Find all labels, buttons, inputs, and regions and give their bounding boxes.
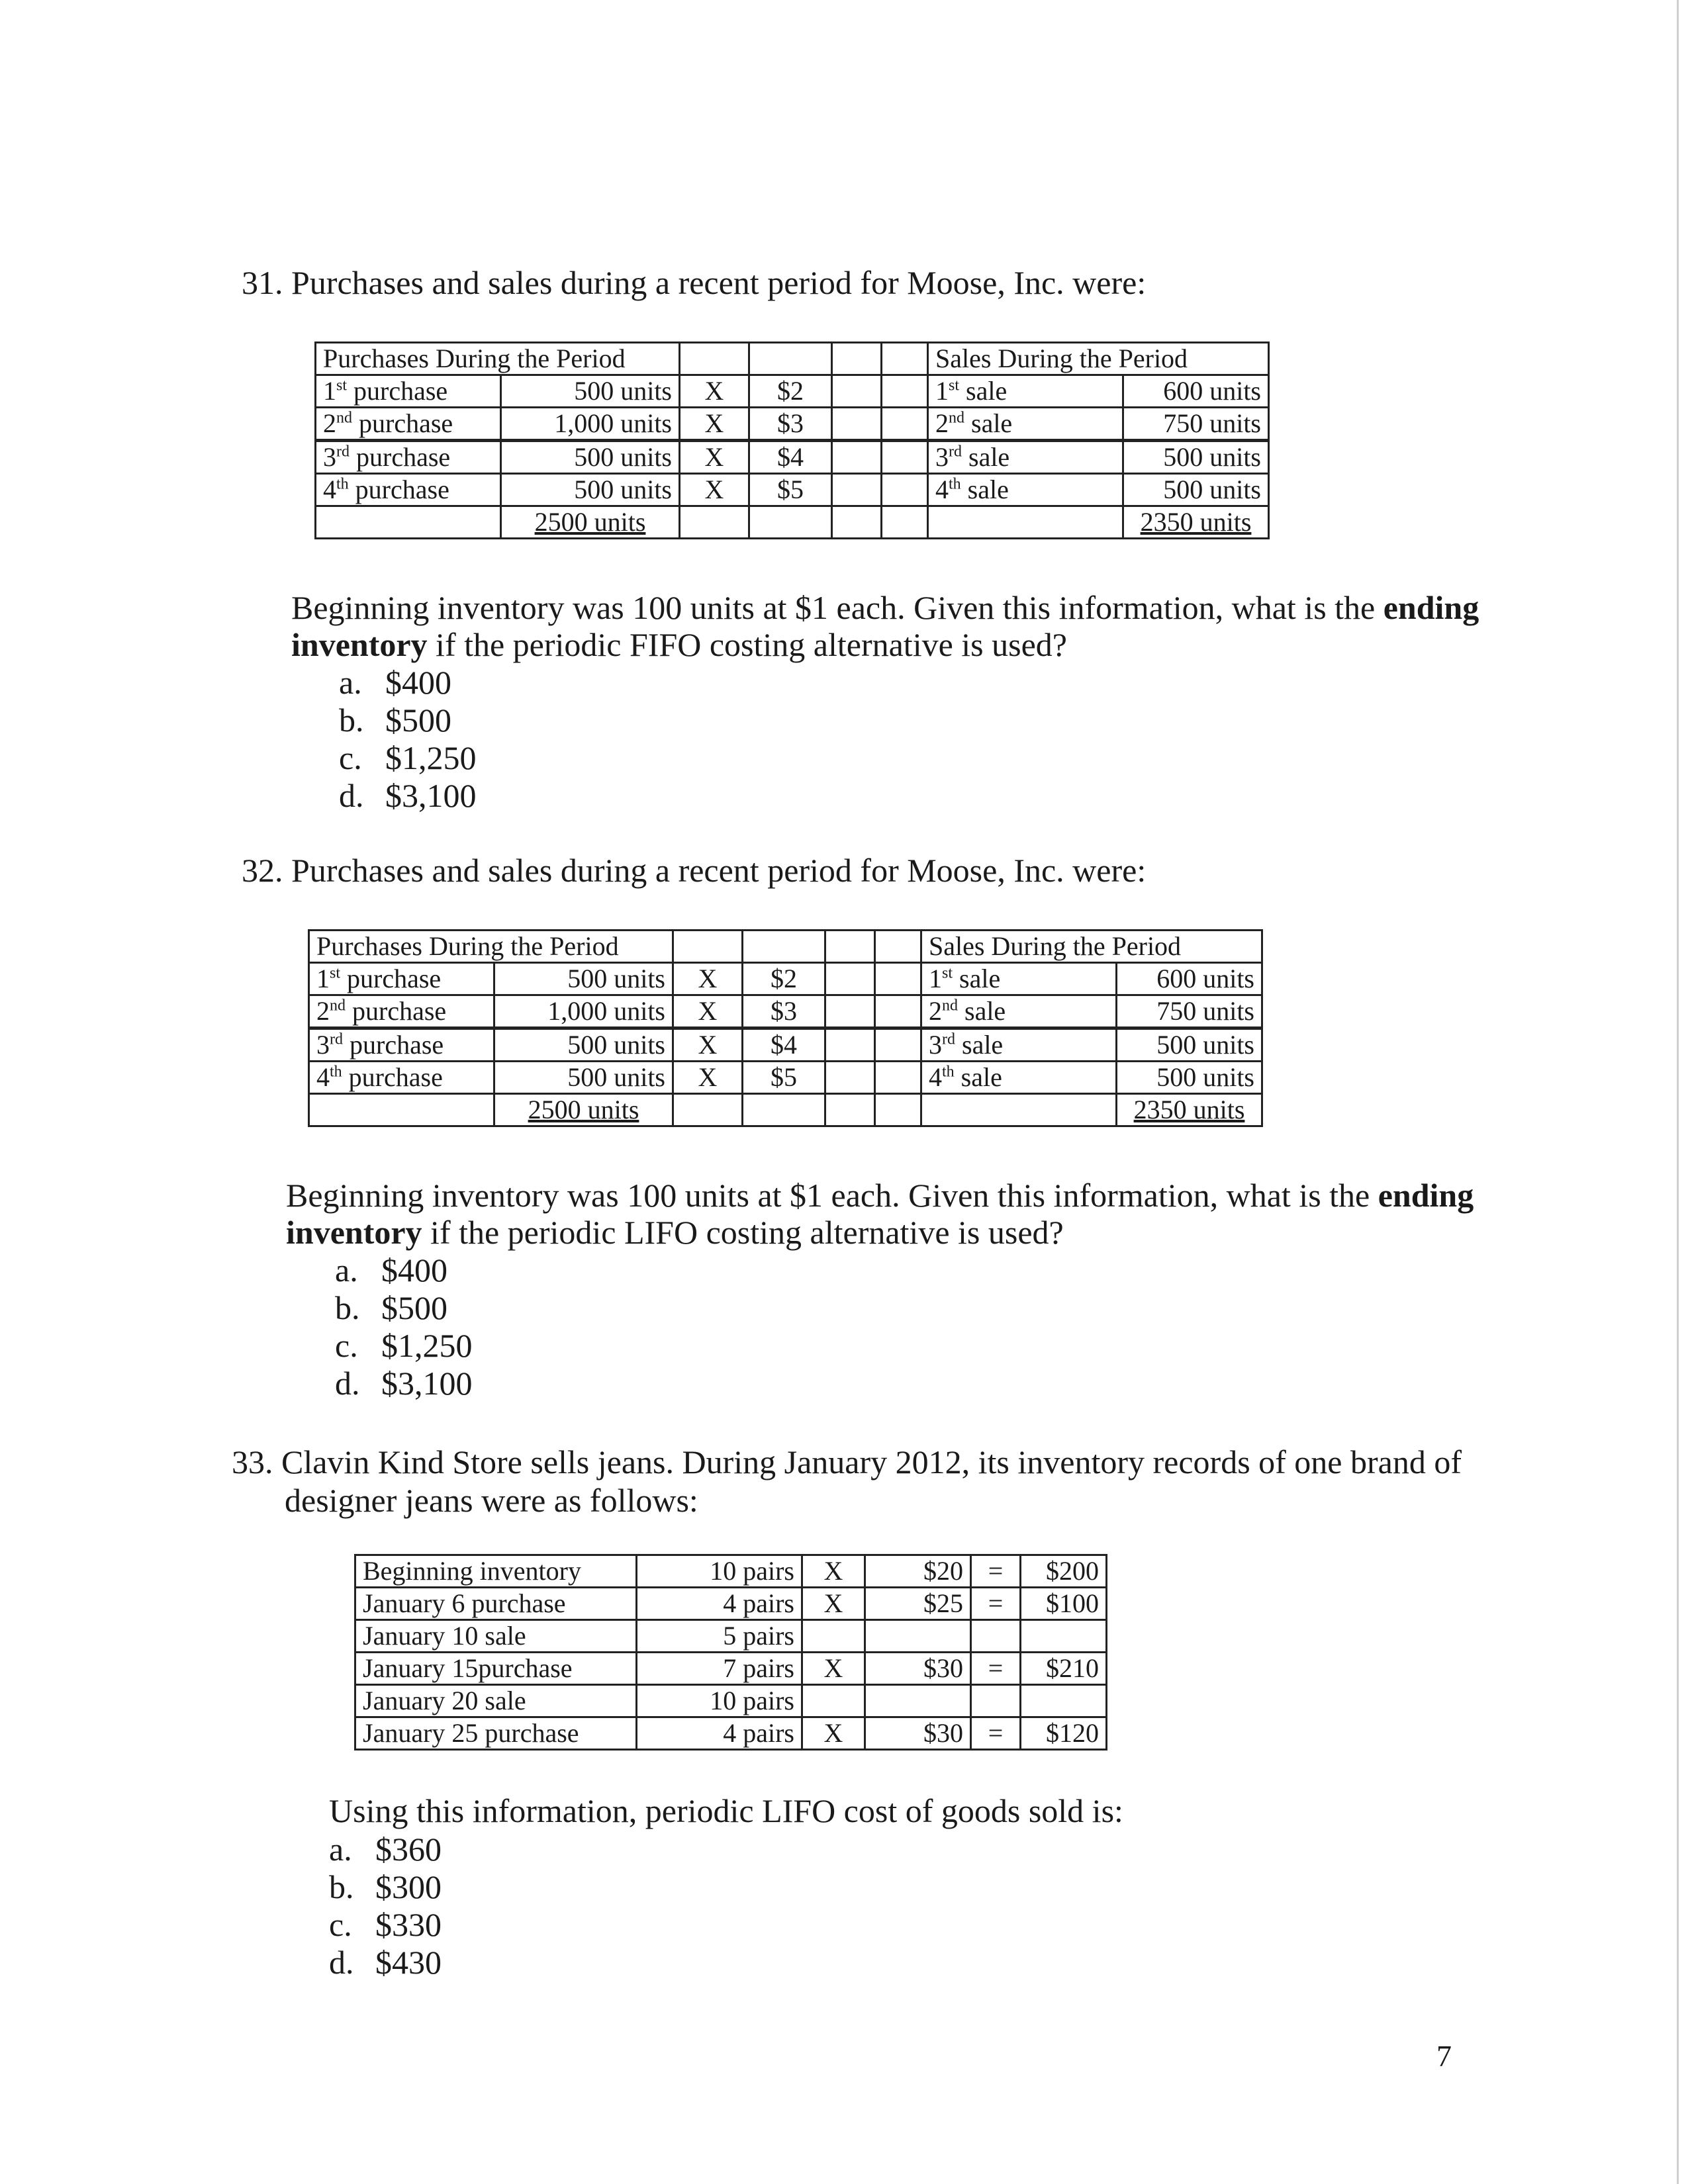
sale-label: 4th sale (928, 474, 1123, 506)
equals-sign: = (971, 1717, 1021, 1750)
answer-option-c[interactable]: c. $1,250 (339, 739, 477, 776)
record-label: January 25 purchase (355, 1717, 637, 1750)
q31-heading-text: Purchases and sales during a recent period for Moose, Inc. were: (291, 264, 1147, 301)
q33-heading-line2: designer jeans were as follows: (285, 1482, 698, 1519)
purchase-units: 1,000 units (494, 995, 673, 1028)
q32-question: Beginning inventory was 100 units at $1 each. Given this information, what is the ending inventory if the periodic LIFO costing alternative is used? (286, 1177, 1474, 1251)
unit-cost: $20 (865, 1555, 971, 1588)
purchase-label: 3rd purchase (316, 441, 501, 474)
q32-options (335, 1251, 473, 1402)
purchase-units: 1,000 units (501, 408, 680, 441)
multiply-sign: X (673, 1028, 743, 1062)
q33-heading-line1: Clavin Kind Store sells jeans. During January 2012, its inventory records of one brand of (281, 1443, 1462, 1480)
q33-options (329, 1831, 442, 1981)
table-row (355, 1685, 1107, 1717)
table-row (355, 1620, 1107, 1653)
purchase-units: 500 units (501, 441, 680, 474)
q33-number: 33. (232, 1443, 273, 1480)
total-purchases: 2500 units (494, 1094, 673, 1126)
record-total: $120 (1021, 1717, 1107, 1750)
purchase-units: 500 units (501, 474, 680, 506)
answer-option-b[interactable]: b. $500 (335, 1289, 447, 1326)
answer-option-d[interactable]: d. $3,100 (339, 777, 477, 814)
multiply-sign: X (680, 474, 749, 506)
table-row (316, 408, 1269, 441)
answer-option-c[interactable]: c. $330 (329, 1906, 442, 1943)
sale-units: 500 units (1123, 474, 1269, 506)
unit-cost: $4 (743, 1028, 825, 1062)
table-row (355, 1555, 1107, 1588)
q31-emphasis: ending inventory (291, 589, 1479, 663)
sale-units: 750 units (1123, 408, 1269, 441)
record-total: $200 (1021, 1555, 1107, 1588)
q31-total-row (316, 506, 1269, 539)
q31-purchases-header: Purchases During the Period (316, 343, 680, 375)
record-total: $100 (1021, 1588, 1107, 1620)
q31-table (314, 341, 1270, 539)
record-total (1021, 1685, 1107, 1717)
record-total: $210 (1021, 1653, 1107, 1685)
q32-table (308, 929, 1263, 1127)
unit-cost: $5 (749, 474, 832, 506)
equals-sign: = (971, 1653, 1021, 1685)
multiply-sign: X (673, 963, 743, 995)
unit-cost: $3 (749, 408, 832, 441)
record-qty: 4 pairs (637, 1717, 802, 1750)
purchase-label: 1st purchase (309, 963, 494, 995)
sale-label: 2nd sale (928, 408, 1123, 441)
q32-heading (242, 851, 1146, 889)
answer-option-d[interactable]: d. $430 (329, 1944, 442, 1981)
unit-cost: $30 (865, 1717, 971, 1750)
table-row (355, 1588, 1107, 1620)
q32-purchases-header: Purchases During the Period (309, 931, 673, 963)
answer-option-b[interactable]: b. $300 (329, 1868, 442, 1905)
answer-option-c[interactable]: c. $1,250 (335, 1327, 473, 1364)
sale-units: 500 units (1117, 1062, 1262, 1094)
multiply-sign (802, 1685, 865, 1717)
record-label: January 6 purchase (355, 1588, 637, 1620)
sale-label: 4th sale (921, 1062, 1117, 1094)
sale-label: 1st sale (928, 375, 1123, 408)
record-label: January 15purchase (355, 1653, 637, 1685)
purchase-units: 500 units (494, 1062, 673, 1094)
q31-header-row (316, 343, 1269, 375)
purchase-label: 2nd purchase (316, 408, 501, 441)
table-row (309, 995, 1262, 1028)
unit-cost: $4 (749, 441, 832, 474)
record-qty: 7 pairs (637, 1653, 802, 1685)
sale-label: 1st sale (921, 963, 1117, 995)
q32-total-row (309, 1094, 1262, 1126)
unit-cost: $5 (743, 1062, 825, 1094)
unit-cost: $30 (865, 1653, 971, 1685)
sale-label: 3rd sale (928, 441, 1123, 474)
q33-table (354, 1554, 1107, 1751)
record-total (1021, 1620, 1107, 1653)
answer-option-a[interactable]: a. $360 (329, 1831, 442, 1868)
table-row (316, 441, 1269, 474)
q32-sales-header: Sales During the Period (921, 931, 1262, 963)
q31-sales-header: Sales During the Period (928, 343, 1269, 375)
multiply-sign: X (673, 995, 743, 1028)
record-qty: 10 pairs (637, 1555, 802, 1588)
equals-sign: = (971, 1555, 1021, 1588)
record-qty: 5 pairs (637, 1620, 802, 1653)
record-label: January 20 sale (355, 1685, 637, 1717)
unit-cost: $2 (749, 375, 832, 408)
answer-option-a[interactable]: a. $400 (339, 664, 451, 701)
equals-sign (971, 1620, 1021, 1653)
sale-label: 2nd sale (921, 995, 1117, 1028)
equals-sign (971, 1685, 1021, 1717)
purchase-label: 3rd purchase (309, 1028, 494, 1062)
multiply-sign: X (802, 1653, 865, 1685)
multiply-sign: X (802, 1717, 865, 1750)
answer-option-a[interactable]: a. $400 (335, 1251, 447, 1289)
unit-cost (865, 1620, 971, 1653)
answer-option-b[interactable]: b. $500 (339, 702, 451, 739)
total-sales: 2350 units (1123, 506, 1269, 539)
multiply-sign: X (680, 375, 749, 408)
purchase-label: 4th purchase (316, 474, 501, 506)
q33-question: Using this information, periodic LIFO cost of goods sold is: (329, 1792, 1123, 1829)
multiply-sign: X (673, 1062, 743, 1094)
total-purchases: 2500 units (501, 506, 680, 539)
q31-number: 31. (242, 264, 283, 301)
purchase-label: 1st purchase (316, 375, 501, 408)
q32-header-row (309, 931, 1262, 963)
purchase-units: 500 units (494, 1028, 673, 1062)
equals-sign: = (971, 1588, 1021, 1620)
table-row (309, 1028, 1262, 1062)
q31-heading (242, 263, 1146, 302)
sale-units: 600 units (1123, 375, 1269, 408)
page-number: 7 (1436, 2039, 1452, 2073)
record-qty: 10 pairs (637, 1685, 802, 1717)
sale-units: 750 units (1117, 995, 1262, 1028)
q32-emphasis: ending inventory (286, 1177, 1474, 1251)
purchase-label: 2nd purchase (309, 995, 494, 1028)
page-edge-line (1677, 0, 1679, 2184)
multiply-sign: X (802, 1555, 865, 1588)
record-qty: 4 pairs (637, 1588, 802, 1620)
table-row (355, 1653, 1107, 1685)
table-row (309, 963, 1262, 995)
record-label: January 10 sale (355, 1620, 637, 1653)
q33-heading (232, 1443, 1489, 1520)
unit-cost: $2 (743, 963, 825, 995)
answer-option-d[interactable]: d. $3,100 (335, 1365, 473, 1402)
multiply-sign: X (802, 1588, 865, 1620)
table-row (355, 1717, 1107, 1750)
multiply-sign: X (680, 441, 749, 474)
purchase-units: 500 units (494, 963, 673, 995)
table-row (309, 1062, 1262, 1094)
sale-units: 500 units (1117, 1028, 1262, 1062)
table-row (316, 375, 1269, 408)
q31-options (339, 664, 477, 815)
sale-label: 3rd sale (921, 1028, 1117, 1062)
unit-cost (865, 1685, 971, 1717)
purchase-units: 500 units (501, 375, 680, 408)
unit-cost: $25 (865, 1588, 971, 1620)
multiply-sign (802, 1620, 865, 1653)
total-sales: 2350 units (1117, 1094, 1262, 1126)
purchase-label: 4th purchase (309, 1062, 494, 1094)
multiply-sign: X (680, 408, 749, 441)
sale-units: 500 units (1123, 441, 1269, 474)
q32-number: 32. (242, 852, 283, 889)
record-label: Beginning inventory (355, 1555, 637, 1588)
q32-heading-text: Purchases and sales during a recent period for Moose, Inc. were: (291, 852, 1147, 889)
sale-units: 600 units (1117, 963, 1262, 995)
q31-question: Beginning inventory was 100 units at $1 each. Given this information, what is the ending inventory if the periodic FIFO costing alternative is used? (291, 589, 1479, 663)
unit-cost: $3 (743, 995, 825, 1028)
table-row (316, 474, 1269, 506)
